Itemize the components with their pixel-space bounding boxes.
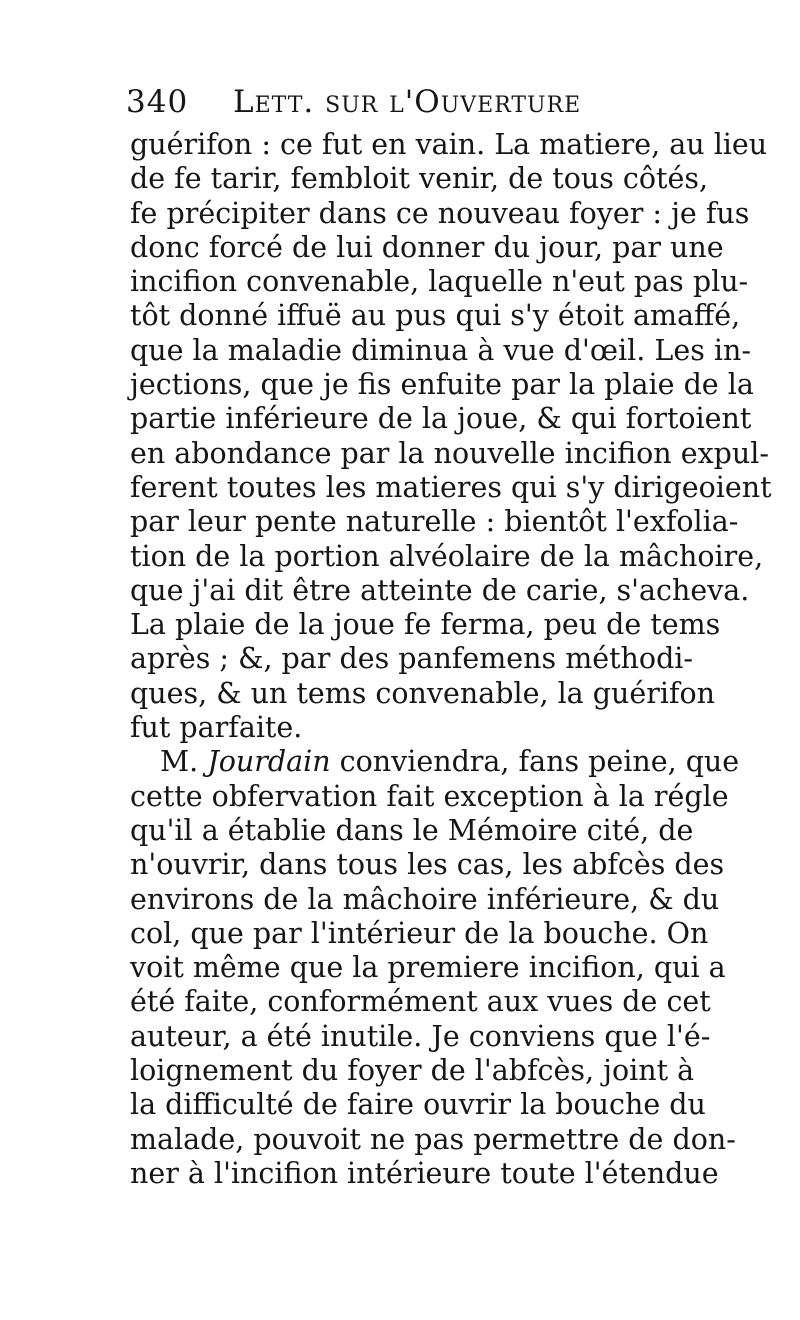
text-line: ner à l'incifion intérieure toute l'étendue xyxy=(130,1156,719,1190)
page-number: 340 xyxy=(126,84,189,120)
text-line: n'ouvrir, dans tous les cas, les abfcès des xyxy=(130,848,725,882)
text-line: après ; &, par des panfemens méthodi- xyxy=(130,642,694,676)
text-line: cette obfervation fait exception à la régle xyxy=(130,779,729,813)
author-name: Jourdain xyxy=(207,745,331,779)
text-fragment: M. xyxy=(160,745,208,779)
text-line: incifion convenable, laquelle n'eut pas plu- xyxy=(130,265,749,299)
body-text xyxy=(130,128,772,1191)
text-line: voit même que la premiere incifion, qui a xyxy=(130,951,726,985)
text-line: la difficulté de faire ouvrir la bouche du xyxy=(130,1088,706,1122)
text-line: partie inférieure de la joue, & qui fortoient xyxy=(130,402,752,436)
text-fragment: conviendra, fans peine, que xyxy=(330,745,740,779)
text-line: que la maladie diminua à vue d'œil. Les in- xyxy=(130,333,751,367)
text-line: tion de la portion alvéolaire de la mâchoire, xyxy=(130,539,764,573)
paragraph-2 xyxy=(130,745,740,1191)
text-line: loignement du foyer de l'abfcès, joint à xyxy=(130,1054,695,1088)
text-line: par leur pente naturelle : bientôt l'exfolia- xyxy=(130,505,739,539)
running-title: Lett. sur l'Ouverture xyxy=(233,84,582,120)
text-line: fut parfaite. xyxy=(130,711,303,745)
text-line xyxy=(130,745,740,779)
text-line: que j'ai dit être atteinte de carie, s'acheva. xyxy=(130,573,750,607)
text-line: tôt donné iffuë au pus qui s'y étoit amaffé, xyxy=(130,299,741,333)
paragraph-1 xyxy=(130,128,772,745)
text-line: ferent toutes les matieres qui s'y dirigeoient xyxy=(130,470,772,504)
text-line: en abondance par la nouvelle incifion expul- xyxy=(130,436,769,470)
running-header xyxy=(126,84,686,128)
text-line: auteur, a été inutile. Je conviens que l'é- xyxy=(130,1019,711,1053)
text-line: fe précipiter dans ce nouveau foyer : je fus xyxy=(130,196,750,230)
text-line: de fe tarir, fembloit venir, de tous côtés, xyxy=(130,162,709,196)
text-line: guérifon : ce fut en vain. La matiere, au lieu xyxy=(130,128,768,161)
text-line: environs de la mâchoire inférieure, & du xyxy=(130,882,720,916)
text-line: été faite, conformément aux vues de cet xyxy=(130,985,711,1019)
text-line: La plaie de la joue fe ferma, peu de tems xyxy=(130,608,721,642)
text-line: qu'il a établie dans le Mémoire cité, de xyxy=(130,813,694,847)
text-line: col, que par l'intérieur de la bouche. On xyxy=(130,916,709,950)
text-line: ques, & un tems convenable, la guérifon xyxy=(130,676,716,710)
text-line: jections, que je fis enfuite par la plaie de la xyxy=(130,368,754,402)
text-line: donc forcé de lui donner du jour, par une xyxy=(130,230,724,264)
text-line: malade, pouvoit ne pas permettre de don- xyxy=(130,1122,736,1156)
